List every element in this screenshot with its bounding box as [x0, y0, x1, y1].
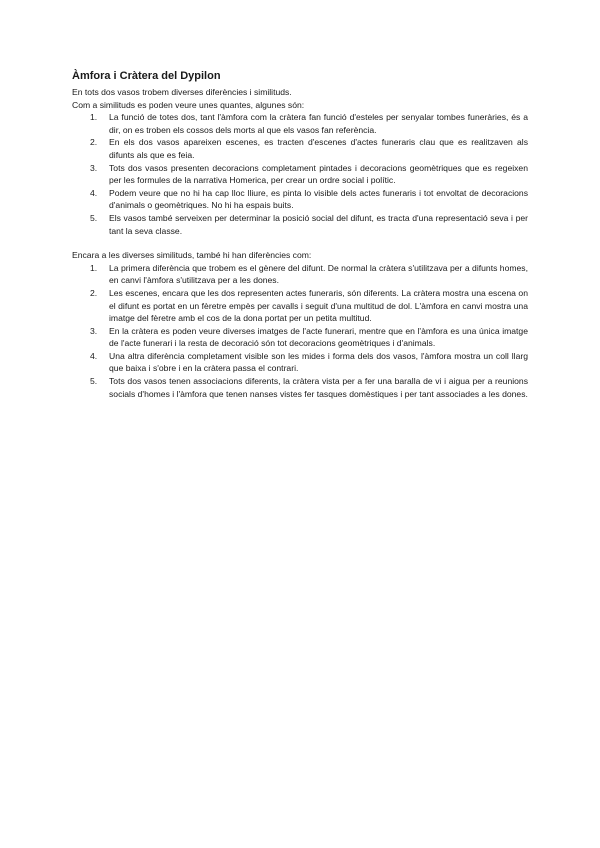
list-number: 1.	[90, 262, 98, 273]
list-number: 2.	[90, 287, 98, 298]
list-item	[72, 287, 528, 325]
list-item-text: Les escenes, encara que les dos representen actes funeraris, són diferents. La cràtera mostra una escena on el difunt es portat en un fèretre empès per cavalls i seguit d'una multitud de dol. L'àmfora en canvi mostra una imatge del fèretre amb el cos de la dona portat per un petita multitud.	[109, 287, 528, 324]
list-number: 3.	[90, 162, 98, 173]
list-item	[72, 136, 528, 161]
list-item-text: Tots dos vasos presenten decoracions completament pintades i decoracions geomètriques que es regeixen per les formules de la narrativa Homerica, per crear un ordre social i polític.	[109, 162, 528, 186]
list-item	[72, 212, 528, 237]
list-item-text: Els vasos també serveixen per determinar la posició social del difunt, es tracta d'una representació seva i per tant la seva classe.	[109, 212, 528, 236]
document-title: Àmfora i Cràtera del Dypilon	[72, 70, 221, 82]
list-number: 4.	[90, 350, 98, 361]
document-page	[72, 70, 528, 400]
list-number: 3.	[90, 325, 98, 336]
list-item	[72, 375, 528, 400]
differences-list	[72, 262, 528, 401]
list-item-text: Podem veure que no hi ha cap lloc lliure, es pinta lo visible dels actes funeraris i tot envoltat de decoracions d'animals o geomètriques. No hi ha espais buits.	[109, 187, 528, 211]
section-gap	[72, 237, 528, 249]
similarities-list	[72, 111, 528, 237]
intro-line-1: En tots dos vasos trobem diverses diferències i similituds.	[72, 87, 292, 97]
list-item	[72, 162, 528, 187]
list-number: 4.	[90, 187, 98, 198]
list-number: 2.	[90, 137, 98, 148]
list-item-text: En la cràtera es poden veure diverses imatges de l'acte funerari, mentre que en l'àmfora es una única imatge de l'acte funerari i la resta de decoració són tot decoracions geomètriques i d'animals.	[109, 325, 528, 349]
list-item-text: La funció de totes dos, tant l'àmfora com la cràtera fan funció d'esteles per senyalar tombes funeràries, és a dir, on es troben els cossos dels morts al que els vasos fan referència.	[109, 112, 528, 135]
list-number: 1.	[90, 112, 98, 123]
list-item-text: En els dos vasos apareixen escenes, es tracten d'escenes d'actes funeraris clau que es realitzaven als difunts als que es feia.	[109, 137, 528, 160]
list-item	[72, 111, 528, 136]
list-item	[72, 187, 528, 212]
intro-line-2: Com a similituds es poden veure unes quantes, algunes són:	[72, 99, 305, 110]
list-item-text: La primera diferència que trobem es el gènere del difunt. De normal la cràtera s'utilitzava per a difunts homes, en canvi l'àmfora s'utilitzava per a les dones.	[109, 262, 528, 286]
list-number: 5.	[90, 212, 98, 223]
list-item-text: Una altra diferència completament visible son les mides i forma dels dos vasos, l'àmfora mostra un coll llarg que baixa i s'obre i en la cràtera passa el contrari.	[109, 350, 528, 374]
list-item	[72, 262, 528, 287]
list-item-text: Tots dos vasos tenen associacions diferents, la cràtera vista per a fer una baralla de vi i aigua per a reunions socials d'homes i l'àmfora que tenen nanses vistes fer tasques domèstiques i per tant associades a les dones.	[109, 376, 528, 399]
list-item	[72, 350, 528, 375]
differences-intro: Encara a les diverses similituds, també hi han diferències com:	[72, 250, 312, 261]
list-item	[72, 325, 528, 350]
list-number: 5.	[90, 376, 98, 387]
